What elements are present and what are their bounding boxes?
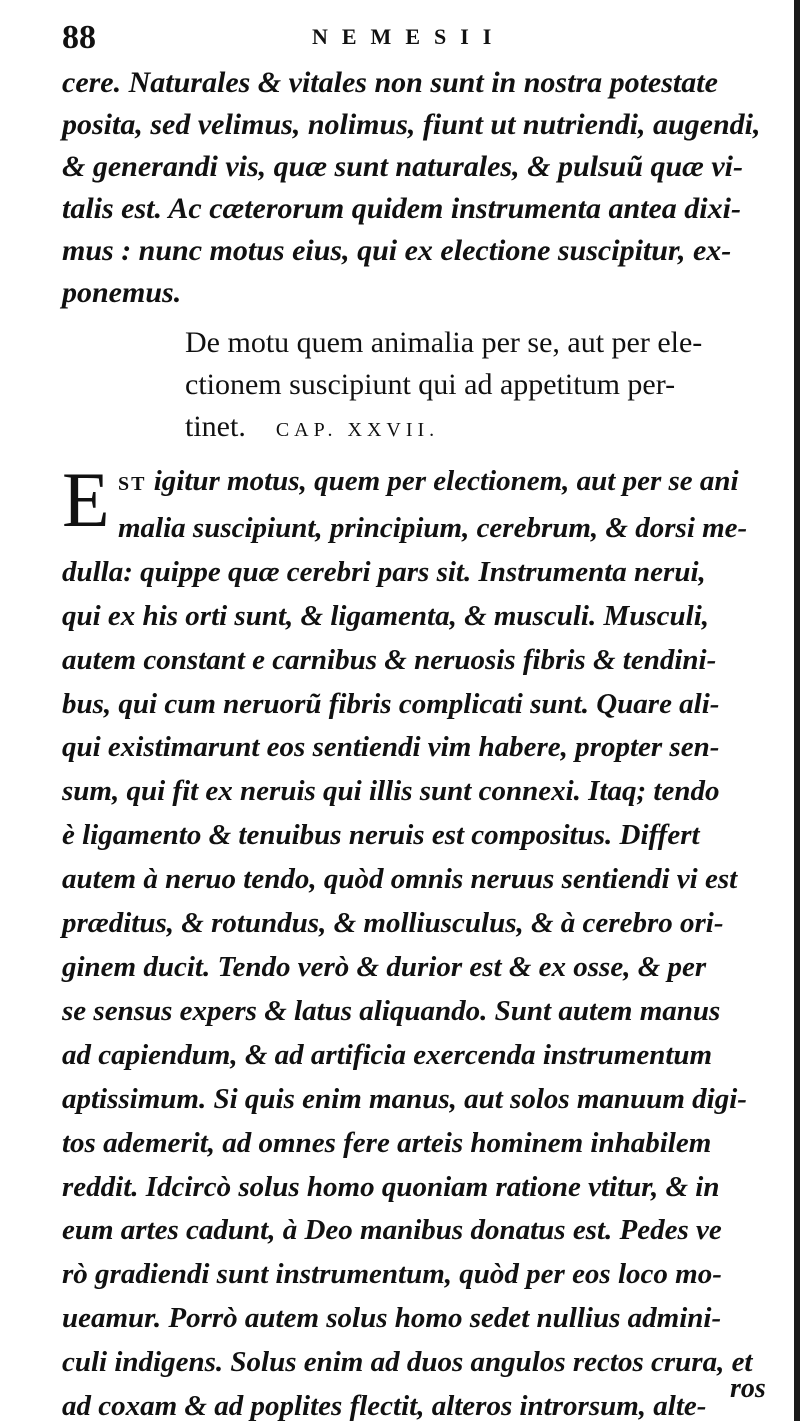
text-line: mus : nunc motus eius, qui ex electione suscipitur, ex- (62, 234, 732, 267)
text-line: & generandi vis, quæ sunt naturales, & pulsuũ quæ vi- (62, 150, 743, 183)
text-line: è ligamento & tenuibus neruis est compositus. Differt (62, 819, 700, 852)
text-line: autem constant e carnibus & neruosis fibris & tendini- (62, 643, 717, 676)
text-line: cere. Naturales & vitales non sunt in nostra potestate (62, 66, 718, 99)
preceding-text-block (62, 62, 768, 314)
catchword: ros (730, 1373, 766, 1404)
text-line: bus, qui cum neruorũ fibris complicati sunt. Quare ali- (62, 687, 720, 720)
text-line: sum, qui fit ex neruis qui illis sunt connexi. Itaq; tendo (62, 775, 720, 808)
running-head (62, 18, 762, 58)
drop-cap-initial: E (62, 456, 110, 543)
text-line: culi indigens. Solus enim ad duos angulos rectos crura, et (62, 1346, 753, 1379)
page-edge-shadow (794, 0, 800, 1421)
text-line: rò gradiendi sunt instrumentum, quòd per eos loco mo- (62, 1258, 722, 1291)
first-word: ST (118, 473, 147, 495)
chapter-heading (185, 322, 770, 451)
chapter-label: CAP. XXVII. (275, 419, 440, 441)
text-line: aptissimum. Si quis enim manus, aut solos manuum digi- (62, 1082, 747, 1115)
text-line: ad coxam & ad poplites flectit, alteros introrsum, alte- (62, 1390, 707, 1421)
page-number: 88 (62, 19, 96, 56)
text-line: posita, sed velimus, nolimus, fiunt ut nutriendi, augendi, (62, 108, 761, 141)
chapter-title-end: tinet. (185, 410, 246, 443)
first-line-rest: igitur motus, quem per electionem, aut per se ani (146, 465, 739, 497)
text-line: ginem ducit. Tendo verò & durior est & ex osse, & per (62, 950, 707, 983)
text-line: autem à neruo tendo, quòd omnis neruus sentiendi vi est (62, 863, 738, 896)
chapter-body (62, 456, 768, 1421)
text-line: ad capiendum, & ad artificia exercenda instrumentum (62, 1038, 713, 1071)
chapter-title-line: De motu quem animalia per se, aut per ele- (185, 326, 703, 359)
text-line: ponemus. (62, 276, 182, 309)
text-line: eum artes cadunt, à Deo manibus donatus est. Pedes ve (62, 1214, 722, 1247)
text-line: talis est. Ac cæterorum quidem instrumenta antea dixi- (62, 192, 741, 225)
text-line: se sensus expers & latus aliquando. Sunt autem manus (62, 994, 721, 1027)
chapter-title-line: ctionem suscipiunt qui ad appetitum per- (185, 368, 676, 401)
text-line: qui ex his orti sunt, & ligamenta, & musculi. Musculi, (62, 599, 710, 632)
chapter-title-line (185, 406, 770, 451)
text-line: qui existimarunt eos sentiendi vim habere, propter sen- (62, 731, 720, 764)
text-line: tos ademerit, ad omnes fere arteis hominem inhabilem (62, 1126, 712, 1159)
text-line: præditus, & rotundus, & molliusculus, & à cerebro ori- (62, 907, 724, 940)
text-line-second: malia suscipiunt, principium, cerebrum, & dorsi me- (118, 511, 748, 544)
text-line: reddit. Idcircò solus homo quoniam ratione vtitur, & in (62, 1170, 720, 1203)
text-line: dulla: quippe quæ cerebri pars sit. Instrumenta nerui, (62, 555, 706, 588)
running-title: NEMESII (312, 24, 506, 49)
text-line-first (62, 460, 768, 507)
text-line: ueamur. Porrò autem solus homo sedet nullius admini- (62, 1302, 722, 1335)
